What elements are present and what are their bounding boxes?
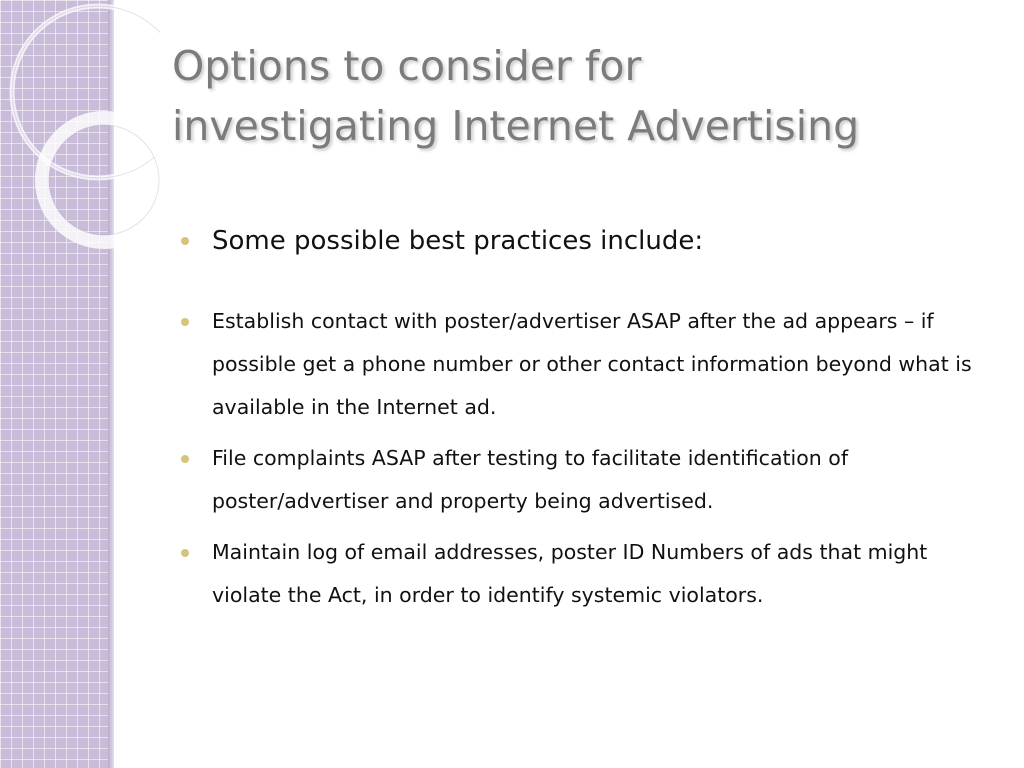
bullet-text: File complaints ASAP after testing to facilitate identification of poster/advertiser and property being advertised. xyxy=(212,446,849,513)
bullet-list xyxy=(180,218,980,625)
bullet-item xyxy=(180,437,980,523)
bullet-item xyxy=(180,218,980,264)
slide-title: Options to consider for investigating Internet Advertising xyxy=(172,42,860,150)
bullet-dot-icon xyxy=(181,318,189,326)
bullet-text: Some possible best practices include: xyxy=(212,226,704,256)
bullet-item xyxy=(180,300,980,429)
bullet-dot-icon xyxy=(181,549,189,557)
bullet-dot-icon xyxy=(181,237,189,245)
bullet-dot-icon xyxy=(181,455,189,463)
bullet-item xyxy=(180,531,980,617)
bullet-text: Establish contact with poster/advertiser ASAP after the ad appears – if possible get a phone number or other contact information beyond what is available in the Internet ad. xyxy=(212,309,972,419)
decorative-rings xyxy=(0,0,160,280)
bullet-text: Maintain log of email addresses, poster ID Numbers of ads that might violate the Act, in order to identify systemic violators. xyxy=(212,540,928,607)
